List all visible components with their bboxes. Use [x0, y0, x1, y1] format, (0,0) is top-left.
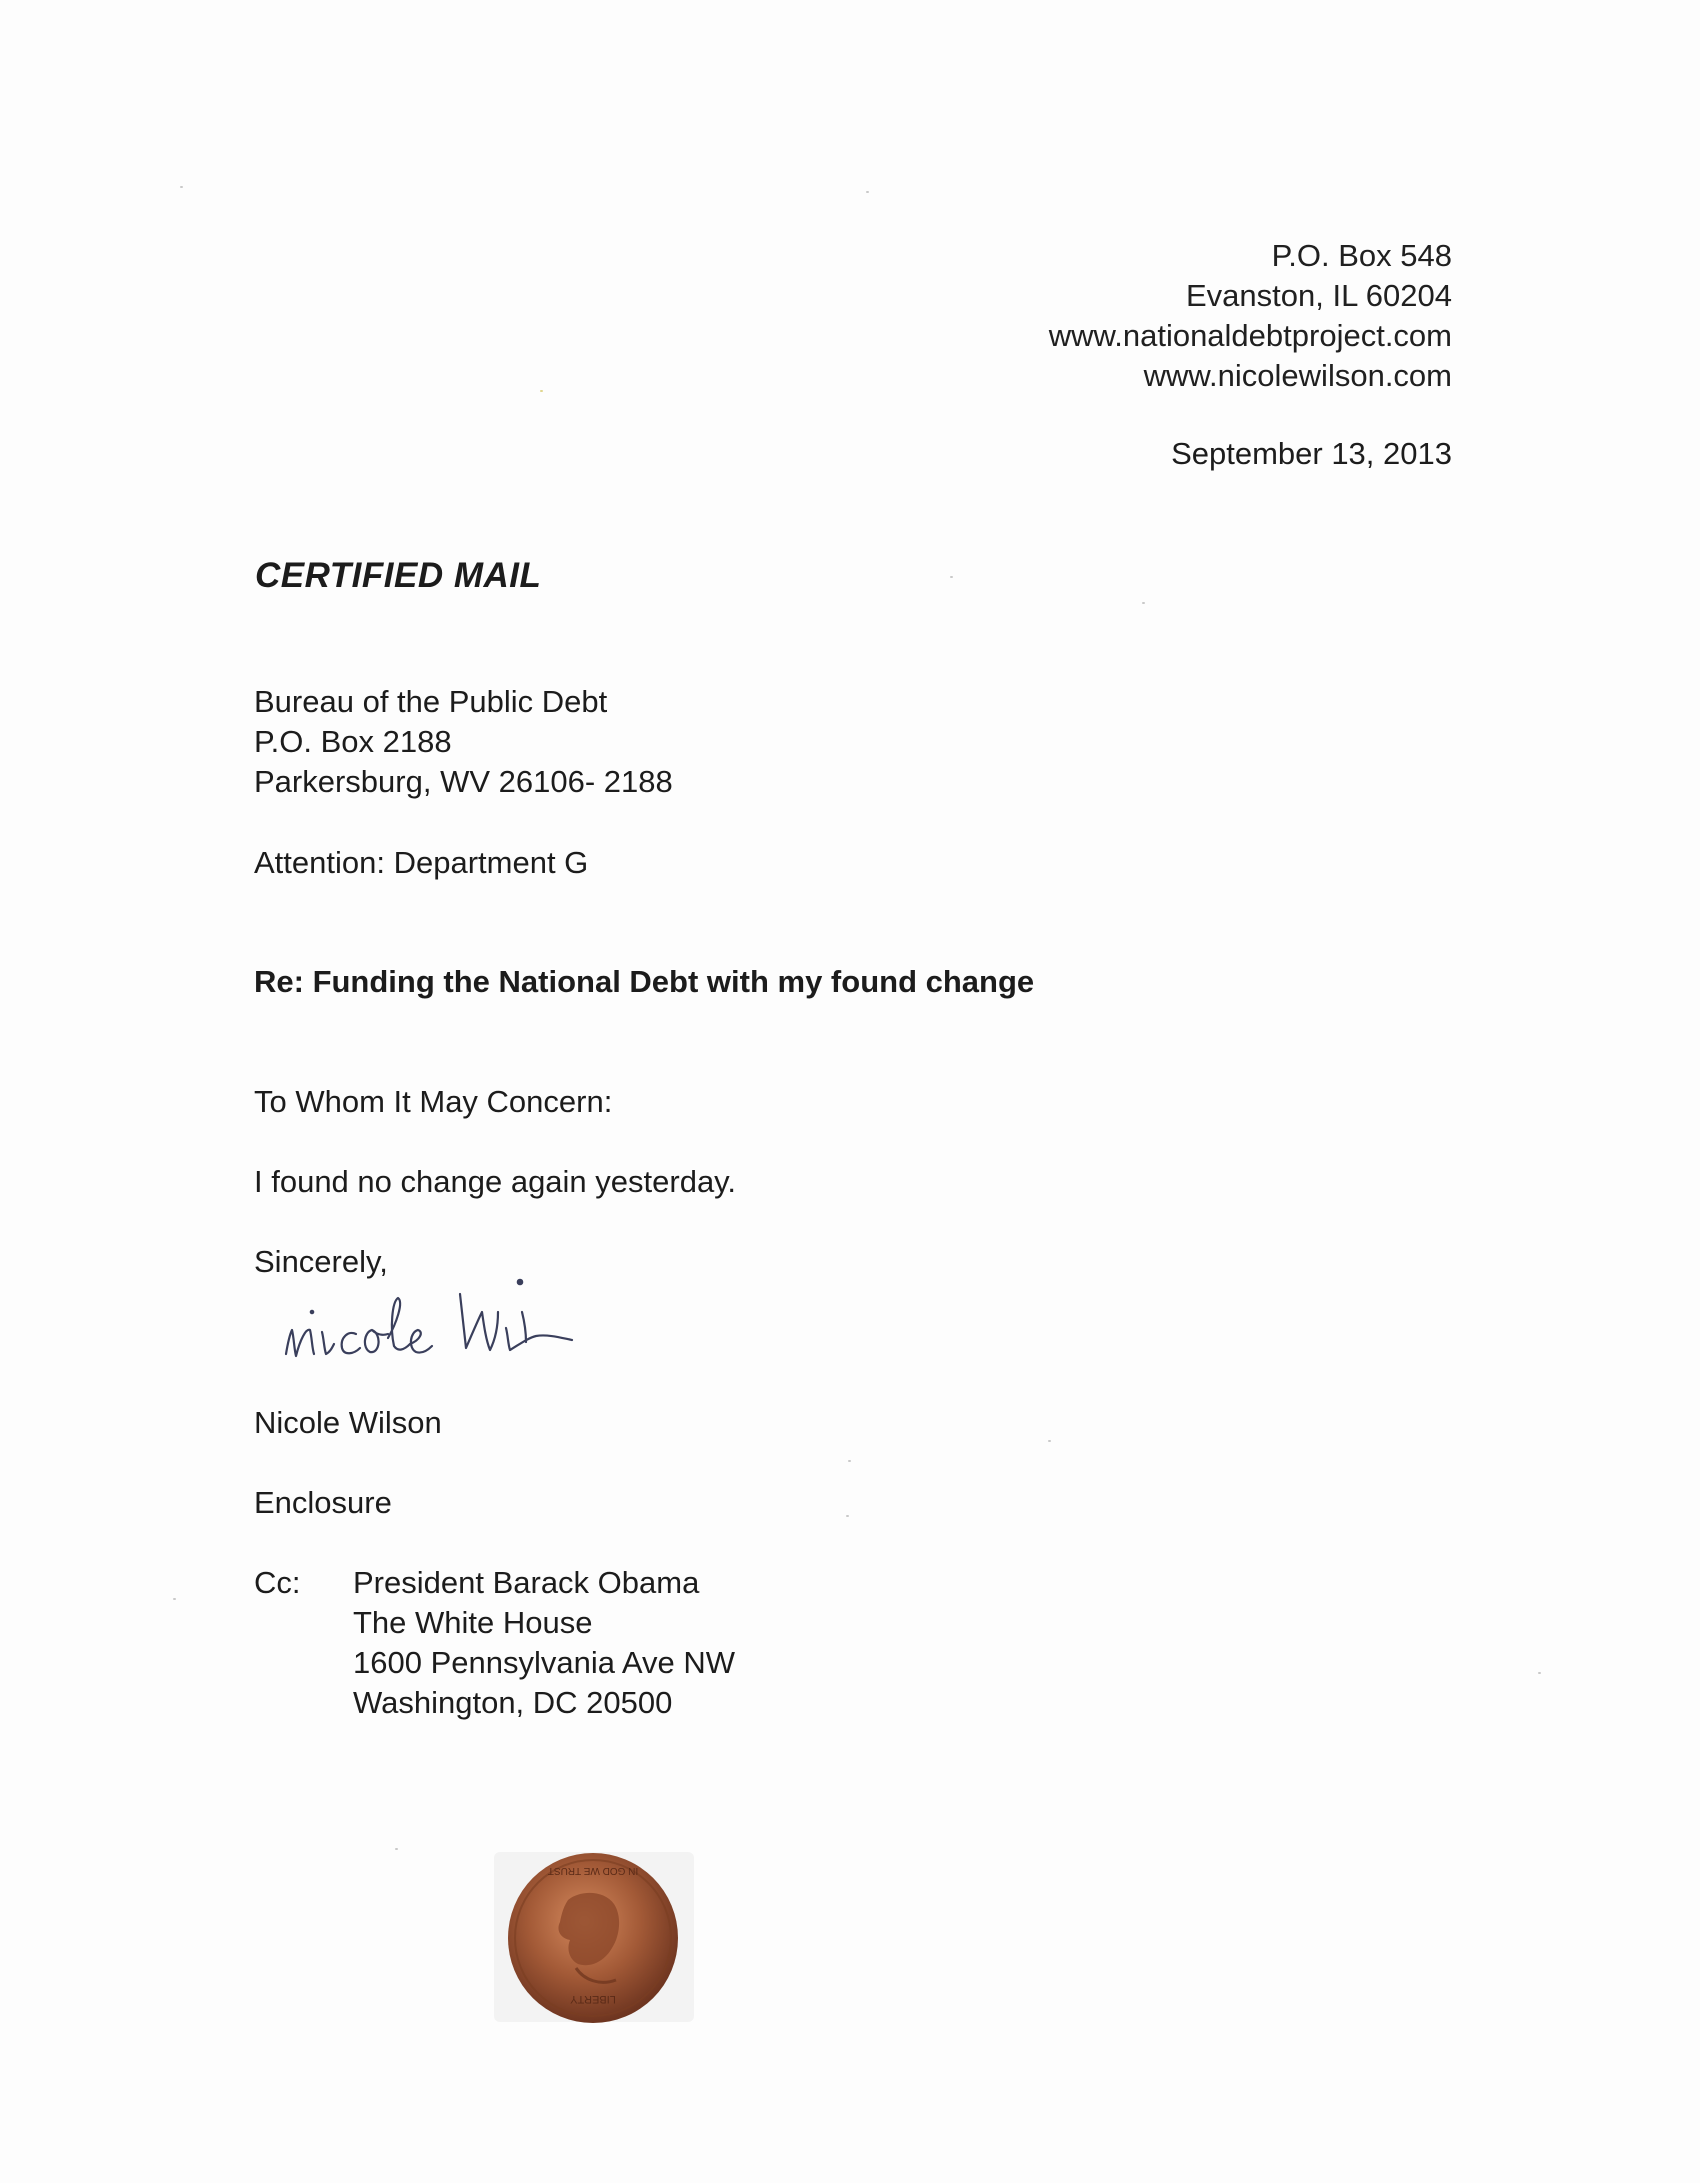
- scan-speck: [846, 1515, 849, 1517]
- cc-line: 1600 Pennsylvania Ave NW: [353, 1645, 735, 1680]
- signer-name: Nicole Wilson: [254, 1405, 442, 1440]
- recipient-city-state-zip: Parkersburg, WV 26106- 2188: [254, 764, 673, 799]
- cc-address: [353, 1563, 735, 1723]
- sender-website-2: www.nicolewilson.com: [1143, 358, 1452, 393]
- penny-coin-image: [480, 1840, 710, 2030]
- scan-speck: [173, 1598, 176, 1600]
- coin-inscription-top: LIBERTY: [570, 1993, 616, 2005]
- closing: Sincerely,: [254, 1244, 388, 1279]
- enclosure-notation: Enclosure: [254, 1485, 392, 1520]
- recipient-name: Bureau of the Public Debt: [254, 684, 608, 719]
- salutation: To Whom It May Concern:: [254, 1084, 613, 1119]
- taped-penny: [480, 1840, 710, 2030]
- handwritten-signature: [272, 1268, 692, 1378]
- coin-inscription-bottom: IN GOD WE TRUST: [547, 1865, 639, 1876]
- sender-city-state-zip: Evanston, IL 60204: [1186, 278, 1452, 313]
- scan-speck: [1538, 1672, 1541, 1674]
- recipient-po-box: P.O. Box 2188: [254, 724, 452, 759]
- scan-speck: [180, 186, 183, 188]
- scan-speck: [866, 191, 869, 193]
- sender-website-1: www.nationaldebtproject.com: [1048, 318, 1452, 353]
- letter-date: September 13, 2013: [1171, 436, 1452, 471]
- scan-speck: [950, 576, 953, 578]
- scan-speck: [1142, 602, 1145, 604]
- subject-line: Re: Funding the National Debt with my found change: [254, 964, 1035, 999]
- sender-po-box: P.O. Box 548: [1271, 238, 1452, 273]
- scan-speck: [395, 1848, 398, 1850]
- scan-speck: [1048, 1440, 1051, 1442]
- sender-address: [1049, 236, 1452, 396]
- letter-body: I found no change again yesterday.: [254, 1164, 736, 1199]
- scan-speck: [848, 1460, 851, 1462]
- mail-type-heading: CERTIFIED MAIL: [255, 556, 542, 595]
- scan-speck: [540, 390, 543, 392]
- cc-line: The White House: [353, 1605, 593, 1640]
- cc-line: President Barack Obama: [353, 1565, 700, 1600]
- attention-line: Attention: Department G: [254, 845, 589, 880]
- cc-label: Cc:: [254, 1565, 301, 1600]
- recipient-address: [254, 682, 673, 802]
- cc-line: Washington, DC 20500: [353, 1685, 673, 1720]
